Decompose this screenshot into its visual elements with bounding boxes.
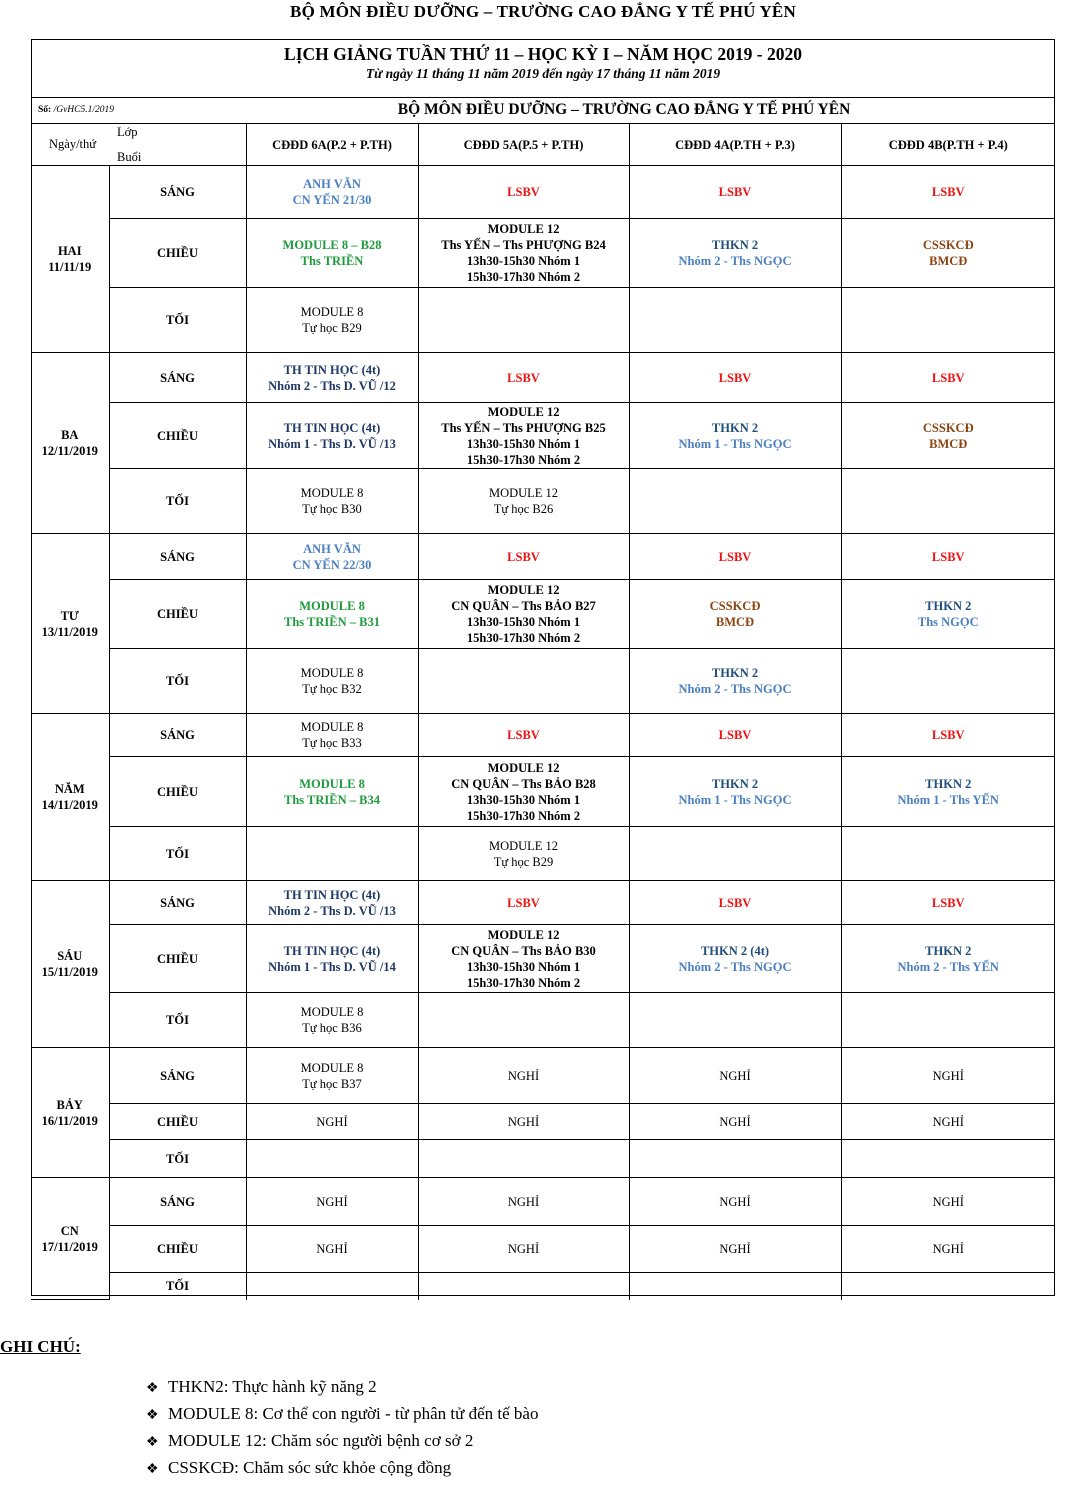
cell-line: Tự học B32	[302, 682, 362, 696]
day-cell	[31, 353, 109, 534]
session-cell: CHIỀU	[109, 925, 246, 993]
schedule-cell: NGHỈ	[629, 1178, 841, 1226]
cell-line: Nhóm 1 - Ths NGỌC	[678, 792, 792, 807]
cell-line: TH TIN HỌC (4t)	[283, 943, 381, 958]
cell-line: Nhóm 2 - Ths NGỌC	[678, 682, 792, 696]
schedule-cell: LSBV	[418, 166, 629, 219]
cell-line: Nhóm 2 - Ths YẾN	[897, 959, 999, 974]
day-cell	[31, 1178, 109, 1300]
day-name: SÁU	[57, 949, 83, 963]
cell-line: MODULE 12	[487, 583, 560, 597]
session-cell: SÁNG	[109, 714, 246, 757]
schedule-cell: LSBV	[418, 714, 629, 757]
cell-line: Tự học B30	[302, 502, 362, 516]
cell-line: Nhóm 1 - Ths YẾN	[897, 792, 999, 807]
cell-line: MODULE 12	[487, 404, 560, 419]
session-cell: SÁNG	[109, 534, 246, 580]
session-cell: CHIỀU	[109, 403, 246, 469]
corner-header-cell	[31, 124, 246, 166]
day-name: TƯ	[60, 608, 79, 623]
session-cell: CHIỀU	[109, 1226, 246, 1273]
schedule-cell: NGHỈ	[629, 1226, 841, 1273]
day-date: 13/11/2019	[41, 624, 98, 639]
session-cell: CHIỀU	[109, 1104, 246, 1140]
day-date: 16/11/2019	[41, 1113, 98, 1128]
schedule-cell	[629, 580, 841, 649]
day-date: 17/11/2019	[41, 1239, 98, 1254]
session-cell: CHIỀU	[109, 219, 246, 288]
schedule-cell	[418, 649, 629, 714]
schedule-cell	[841, 288, 1055, 353]
schedule-cell	[246, 925, 418, 993]
cell-line: MODULE 12	[487, 760, 560, 775]
cell-line: Tự học B37	[302, 1076, 362, 1091]
class-column-header: CĐĐD 5A(P.5 + P.TH)	[418, 124, 629, 166]
day-name: BẢY	[56, 1097, 83, 1112]
session-cell: SÁNG	[109, 1048, 246, 1104]
schedule-cell	[246, 827, 418, 881]
list-item	[146, 1455, 538, 1482]
session-cell: TỐI	[109, 469, 246, 534]
table-row	[31, 469, 1055, 534]
table-row	[31, 166, 1055, 219]
cell-line: Tự học B36	[302, 1021, 362, 1035]
day-name: BA	[61, 428, 79, 442]
cell-line: THKN 2	[711, 666, 759, 680]
cell-line: Ths YẾN – Ths PHƯỢNG B24	[441, 238, 606, 252]
table-row	[31, 1178, 1055, 1226]
department-title: BỘ MÔN ĐIỀU DƯỠNG – TRƯỜNG CAO ĐẲNG Y TẾ PHÚ YÊN	[290, 2, 796, 21]
cell-line: 13h30-15h30 Nhóm 1	[466, 959, 581, 974]
day-cell	[31, 534, 109, 714]
session-cell: SÁNG	[109, 166, 246, 219]
schedule-cell	[629, 649, 841, 714]
note-text: THKN2: Thực hành kỹ năng 2	[168, 1377, 377, 1396]
cell-line: MODULE 8	[299, 776, 365, 791]
schedule-cell	[629, 993, 841, 1048]
schedule-cell: NGHỈ	[246, 1226, 418, 1273]
session-cell: CHIỀU	[109, 757, 246, 827]
cell-line: CN QUÂN – Ths BẢO B28	[451, 776, 596, 791]
cell-line: ANH VĂN	[303, 177, 361, 191]
day-name: CN	[60, 1223, 79, 1238]
schedule-cell	[246, 649, 418, 714]
schedule-cell: NGHỈ	[246, 1104, 418, 1140]
table-row	[31, 649, 1055, 714]
table-row	[31, 534, 1055, 580]
diamond-bullet-icon: ❖	[146, 1435, 159, 1450]
cell-line: MODULE 12	[488, 486, 559, 500]
schedule-cell	[246, 1048, 418, 1104]
schedule-cell	[246, 881, 418, 925]
table-row	[31, 580, 1055, 649]
schedule-cell	[418, 1273, 629, 1300]
cell-line: MODULE 12	[488, 838, 559, 853]
schedule-cell	[629, 288, 841, 353]
schedule-cell	[841, 1273, 1055, 1300]
cell-line: Nhóm 1 - Ths NGỌC	[678, 436, 792, 451]
list-item	[146, 1401, 538, 1428]
cell-line: CN YẾN 22/30	[292, 557, 372, 572]
schedule-cell	[418, 580, 629, 649]
schedule-cell	[629, 1140, 841, 1178]
schedule-cell: LSBV	[629, 881, 841, 925]
table-row	[31, 1273, 1055, 1300]
day-cell	[31, 1048, 109, 1178]
cell-line: Tự học B29	[493, 854, 554, 869]
cell-line: Tự học B33	[302, 736, 362, 750]
schedule-cell	[841, 649, 1055, 714]
cell-line: Ths NGỌC	[917, 615, 979, 629]
session-cell: TỐI	[109, 827, 246, 881]
cell-line: Nhóm 2 - Ths D. VŨ /13	[268, 903, 396, 918]
note-text: CSSKCĐ: Chăm sóc sức khỏe cộng đồng	[168, 1458, 452, 1477]
schedule-cell: LSBV	[841, 353, 1055, 403]
table-row	[31, 219, 1055, 288]
schedule-cell: NGHỈ	[418, 1226, 629, 1273]
schedule-cell	[246, 993, 418, 1048]
table-row	[31, 757, 1055, 827]
cell-line: BMCĐ	[929, 254, 968, 268]
schedule-subheader	[31, 98, 1055, 124]
day-cell	[31, 881, 109, 1048]
cell-line: 13h30-15h30 Nhóm 1	[466, 254, 581, 268]
cell-line: 15h30-17h30 Nhóm 2	[466, 975, 581, 990]
schedule-cell	[629, 219, 841, 288]
cell-line: CN YẾN 21/30	[292, 193, 372, 207]
notes-list	[146, 1374, 538, 1482]
schedule-cell	[841, 925, 1055, 993]
schedule-cell	[841, 219, 1055, 288]
cell-line: 15h30-17h30 Nhóm 2	[466, 452, 581, 467]
cell-line: MODULE 8	[300, 1005, 364, 1019]
cell-line: Ths TRIỀN – B31	[284, 615, 380, 629]
class-column-header: CĐĐD 4B(P.TH + P.4)	[841, 124, 1055, 166]
schedule-cell: NGHỈ	[418, 1048, 629, 1104]
note-text: MODULE 8: Cơ thể con người - từ phân tử đến tế bào	[168, 1404, 539, 1423]
schedule-cell: NGHỈ	[841, 1178, 1055, 1226]
cell-line: Ths YẾN – Ths PHƯỢNG B25	[441, 420, 606, 435]
schedule-date-range: Từ ngày 11 tháng 11 năm 2019 đến ngày 17 tháng 11 năm 2019	[365, 66, 721, 81]
cell-line: 15h30-17h30 Nhóm 2	[466, 270, 581, 284]
session-cell: CHIỀU	[109, 580, 246, 649]
schedule-cell	[841, 757, 1055, 827]
schedule-table	[31, 124, 1055, 1300]
day-date: 14/11/2019	[41, 798, 98, 812]
cell-line: THKN 2	[925, 599, 972, 613]
table-header-row	[31, 124, 1055, 166]
schedule-cell	[246, 219, 418, 288]
document-number-label: Số:	[38, 105, 52, 115]
cell-line: THKN 2	[925, 776, 972, 791]
cell-line: BMCĐ	[929, 436, 968, 451]
schedule-cell	[629, 925, 841, 993]
schedule-cell	[246, 288, 418, 353]
cell-line: Nhóm 2 - Ths D. VŨ /12	[268, 378, 396, 393]
session-cell: TỐI	[109, 993, 246, 1048]
schedule-cell: NGHỈ	[841, 1048, 1055, 1104]
schedule-cell: LSBV	[418, 534, 629, 580]
schedule-cell: NGHỈ	[629, 1104, 841, 1140]
schedule-cell	[629, 757, 841, 827]
schedule-cell	[246, 714, 418, 757]
cell-line: TH TIN HỌC (4t)	[283, 887, 381, 902]
day-date: 12/11/2019	[41, 444, 98, 458]
cell-line: Nhóm 2 - Ths NGỌC	[678, 254, 792, 268]
list-item	[146, 1374, 538, 1401]
schedule-title: LỊCH GIẢNG TUẦN THỨ 11 – HỌC KỲ I – NĂM HỌC 2019 - 2020	[284, 44, 802, 64]
subheader-title: BỘ MÔN ĐIỀU DƯỠNG – TRƯỜNG CAO ĐẲNG Y TẾ PHÚ YÊN	[397, 101, 851, 118]
schedule-cell	[841, 993, 1055, 1048]
schedule-cell: LSBV	[418, 353, 629, 403]
schedule-header	[31, 39, 1055, 98]
table-row	[31, 1048, 1055, 1104]
schedule-cell	[246, 469, 418, 534]
table-row	[31, 353, 1055, 403]
schedule-cell	[418, 993, 629, 1048]
schedule-cell	[246, 580, 418, 649]
schedule-cell	[246, 534, 418, 580]
cell-line: Nhóm 2 - Ths NGỌC	[678, 959, 792, 974]
schedule-cell	[418, 757, 629, 827]
day-date: 11/11/19	[48, 260, 92, 274]
schedule-cell: LSBV	[629, 714, 841, 757]
schedule-cell	[841, 580, 1055, 649]
schedule-cell	[246, 1140, 418, 1178]
schedule-cell: LSBV	[629, 353, 841, 403]
cell-line: ANH VĂN	[303, 541, 361, 556]
schedule-cell: LSBV	[629, 534, 841, 580]
session-header: Buổi	[117, 150, 142, 164]
cell-line: Tự học B26	[493, 502, 554, 516]
table-row	[31, 881, 1055, 925]
cell-line: MODULE 8	[300, 1060, 364, 1075]
cell-line: MODULE 12	[487, 927, 560, 942]
diamond-bullet-icon: ❖	[146, 1408, 159, 1423]
cell-line: 13h30-15h30 Nhóm 1	[466, 792, 581, 807]
schedule-cell	[629, 1273, 841, 1300]
table-row	[31, 1226, 1055, 1273]
schedule-cell	[841, 827, 1055, 881]
day-date: 15/11/2019	[41, 965, 98, 979]
notes-title: GHI CHÚ:	[0, 1337, 81, 1356]
cell-line: MODULE 12	[487, 222, 560, 236]
cell-line: TH TIN HỌC (4t)	[283, 420, 381, 435]
session-cell: TỐI	[109, 1140, 246, 1178]
schedule-cell: NGHỈ	[841, 1226, 1055, 1273]
schedule-cell	[246, 1273, 418, 1300]
day-cell	[31, 166, 109, 353]
diamond-bullet-icon: ❖	[146, 1462, 159, 1477]
cell-line: THKN 2	[711, 238, 759, 252]
cell-line: 15h30-17h30 Nhóm 2	[466, 808, 581, 823]
cell-line: CN QUÂN – Ths BẢO B27	[451, 599, 596, 613]
cell-line: MODULE 8 – B28	[282, 238, 382, 252]
schedule-cell: LSBV	[841, 881, 1055, 925]
schedule-cell	[246, 353, 418, 403]
schedule-cell	[629, 827, 841, 881]
schedule-cell: NGHỈ	[841, 1104, 1055, 1140]
schedule-cell	[841, 1140, 1055, 1178]
schedule-cell	[629, 469, 841, 534]
cell-line: CN QUÂN – Ths BẢO B30	[451, 943, 596, 958]
cell-line: BMCĐ	[715, 615, 755, 629]
schedule-cell	[629, 403, 841, 469]
schedule-cell	[418, 925, 629, 993]
table-row	[31, 403, 1055, 469]
cell-line: CSSKCĐ	[922, 420, 974, 435]
session-cell: TỐI	[109, 288, 246, 353]
table-row	[31, 1140, 1055, 1178]
cell-line: 13h30-15h30 Nhóm 1	[466, 615, 581, 629]
schedule-cell: LSBV	[841, 166, 1055, 219]
day-column-header: Ngày/thứ	[49, 137, 97, 151]
schedule-cell	[418, 219, 629, 288]
cell-line: THKN 2	[711, 776, 759, 791]
class-header: Lớp	[117, 125, 138, 139]
cell-line: MODULE 8	[300, 486, 364, 500]
cell-line: Ths TRIỀN – B34	[284, 792, 380, 807]
schedule-cell	[418, 288, 629, 353]
cell-line: Tự học B29	[302, 321, 362, 335]
class-column-header: CĐĐD 6A(P.2 + P.TH)	[246, 124, 418, 166]
document-number-value: /GvHC5.1/2019	[51, 105, 115, 115]
cell-line: 13h30-15h30 Nhóm 1	[466, 436, 581, 451]
session-cell: TỐI	[109, 1273, 246, 1300]
schedule-cell: NGHỈ	[629, 1048, 841, 1104]
cell-line: Nhóm 1 - Ths D. VŨ /13	[268, 436, 396, 451]
day-name: HAI	[57, 244, 82, 258]
cell-line: THKN 2 (4t)	[700, 943, 770, 958]
table-row	[31, 925, 1055, 993]
list-item	[146, 1428, 538, 1455]
cell-line: CSSKCĐ	[709, 599, 761, 613]
schedule-cell	[418, 469, 629, 534]
schedule-cell: LSBV	[629, 166, 841, 219]
cell-line: THKN 2	[711, 420, 759, 435]
day-name: NĂM	[54, 782, 85, 796]
cell-line: MODULE 8	[300, 305, 364, 319]
table-row	[31, 714, 1055, 757]
cell-line: Ths TRIỀN	[300, 254, 364, 268]
schedule-cell	[418, 1140, 629, 1178]
cell-line: 15h30-17h30 Nhóm 2	[466, 631, 581, 645]
note-text: MODULE 12: Chăm sóc người bệnh cơ sở 2	[168, 1431, 474, 1450]
diamond-bullet-icon: ❖	[146, 1381, 159, 1396]
day-cell	[31, 714, 109, 881]
schedule-cell: NGHỈ	[246, 1178, 418, 1226]
cell-line: MODULE 8	[300, 666, 364, 680]
cell-line: MODULE 8	[300, 720, 364, 734]
session-cell: SÁNG	[109, 353, 246, 403]
schedule-cell	[418, 827, 629, 881]
class-column-header: CĐĐD 4A(P.TH + P.3)	[629, 124, 841, 166]
schedule-cell: NGHỈ	[418, 1178, 629, 1226]
session-cell: SÁNG	[109, 1178, 246, 1226]
schedule-cell	[841, 469, 1055, 534]
session-cell: TỐI	[109, 649, 246, 714]
schedule-cell: LSBV	[841, 714, 1055, 757]
table-row	[31, 288, 1055, 353]
schedule-cell: LSBV	[418, 881, 629, 925]
schedule-cell	[246, 757, 418, 827]
cell-line: THKN 2	[925, 943, 972, 958]
cell-line: TH TIN HỌC (4t)	[283, 362, 381, 377]
schedule-cell: LSBV	[841, 534, 1055, 580]
schedule-cell	[246, 403, 418, 469]
schedule-cell: NGHỈ	[418, 1104, 629, 1140]
schedule-cell	[418, 403, 629, 469]
cell-line: Nhóm 1 - Ths D. VŨ /14	[268, 959, 396, 974]
cell-line: CSSKCĐ	[922, 238, 974, 252]
cell-line: MODULE 8	[299, 599, 365, 613]
schedule-cell	[841, 403, 1055, 469]
table-row	[31, 827, 1055, 881]
table-row	[31, 1104, 1055, 1140]
schedule-cell	[246, 166, 418, 219]
table-row	[31, 993, 1055, 1048]
session-cell: SÁNG	[109, 881, 246, 925]
